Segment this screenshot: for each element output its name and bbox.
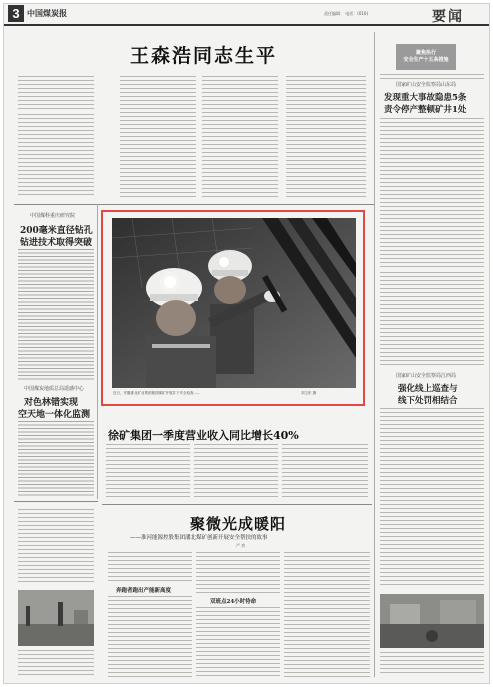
- photo-caption-text: [380, 652, 484, 676]
- article-text: [18, 509, 94, 585]
- article-text: [196, 607, 280, 678]
- left-kicker-2: 中国煤炭地质总局遥感中心: [24, 386, 85, 392]
- article-text: [18, 249, 94, 381]
- header-meta: 责任编辑： 电话：(010): [324, 11, 369, 16]
- feature-subtitle: ——淮河能源控股集团潘北煤矿创新开展安全帮扶的故事: [130, 535, 268, 541]
- coal-yard-photo: [380, 594, 484, 648]
- article-text: [18, 76, 94, 110]
- article-text: [282, 444, 368, 500]
- miners-image: [112, 218, 356, 388]
- mine-site-photo: [18, 590, 94, 646]
- article-text: [194, 444, 278, 500]
- column-divider: [374, 32, 375, 677]
- article-text: [380, 118, 484, 268]
- divider: [102, 504, 372, 505]
- left-kicker: 中国煤科重庆研究院: [30, 213, 76, 219]
- article-text: [284, 552, 370, 678]
- left-title2-line-1: 对色林错实现: [24, 398, 79, 408]
- right-kicker: 国家矿山安全监察局山东局: [396, 82, 457, 88]
- article-text: [202, 76, 278, 200]
- page-number: 3: [8, 5, 24, 22]
- main-title: 王森浩同志生平: [130, 45, 278, 67]
- article-text: [380, 272, 484, 368]
- feature-byline: 严 欢: [236, 543, 246, 548]
- article-text: [108, 596, 192, 678]
- highlighted-photo-frame: [101, 210, 365, 406]
- divider: [14, 204, 374, 205]
- photo-caption-text: [18, 650, 94, 678]
- article-text: [106, 444, 190, 500]
- column-divider: [97, 204, 98, 499]
- logo-line-1: 聚焦执行: [415, 50, 436, 56]
- logo-line-2: 安全生产十五条措施: [403, 57, 449, 63]
- masthead: [4, 4, 490, 26]
- article-text: [120, 76, 196, 200]
- article-text: [108, 552, 192, 582]
- article-text: [18, 421, 94, 497]
- column-logo: [396, 44, 456, 70]
- section-title: 要闻: [432, 9, 464, 25]
- photo-credit: 刘卫东 摄: [301, 391, 317, 395]
- mid-headline: 徐矿集团一季度营业收入同比增长40%: [108, 429, 299, 442]
- feature-subhead-2: 双班点24小时待命: [210, 599, 257, 605]
- right-title2-line-2: 线下处罚相结合: [398, 396, 458, 406]
- right-title-line-2: 责令停产整顿矿井1处: [384, 105, 467, 115]
- article-text: [286, 76, 366, 200]
- article-text: [380, 408, 484, 588]
- newspaper-page: [3, 3, 490, 684]
- article-text: [18, 114, 94, 196]
- article-text: [196, 552, 280, 594]
- mine-site-image: [18, 590, 94, 646]
- right-kicker-2: 国家矿山安全监察局江西局: [396, 373, 457, 379]
- feature-subhead-1: 奔跑者跑出产能新高度: [116, 588, 172, 594]
- feature-title: 聚微光成暖阳: [190, 515, 287, 533]
- right-title-line-1: 发现重大事故隐患5条: [384, 93, 467, 103]
- coal-yard-image: [380, 594, 484, 648]
- right-title2-line-1: 强化线上巡查与: [398, 384, 458, 394]
- photo-caption: 近日，安徽淮北矿业集团桃园煤矿开展井下安全检查……: [113, 391, 201, 395]
- divider: [14, 501, 98, 502]
- left-title2-line-2: 空天地一体化监测: [18, 410, 91, 420]
- left-title-line-2: 钻进技术取得突破: [20, 238, 93, 248]
- left-title-line-1: 200毫米直径钻孔: [20, 226, 93, 236]
- miners-photo: [112, 218, 356, 388]
- paper-name: 中国煤炭报: [27, 8, 67, 18]
